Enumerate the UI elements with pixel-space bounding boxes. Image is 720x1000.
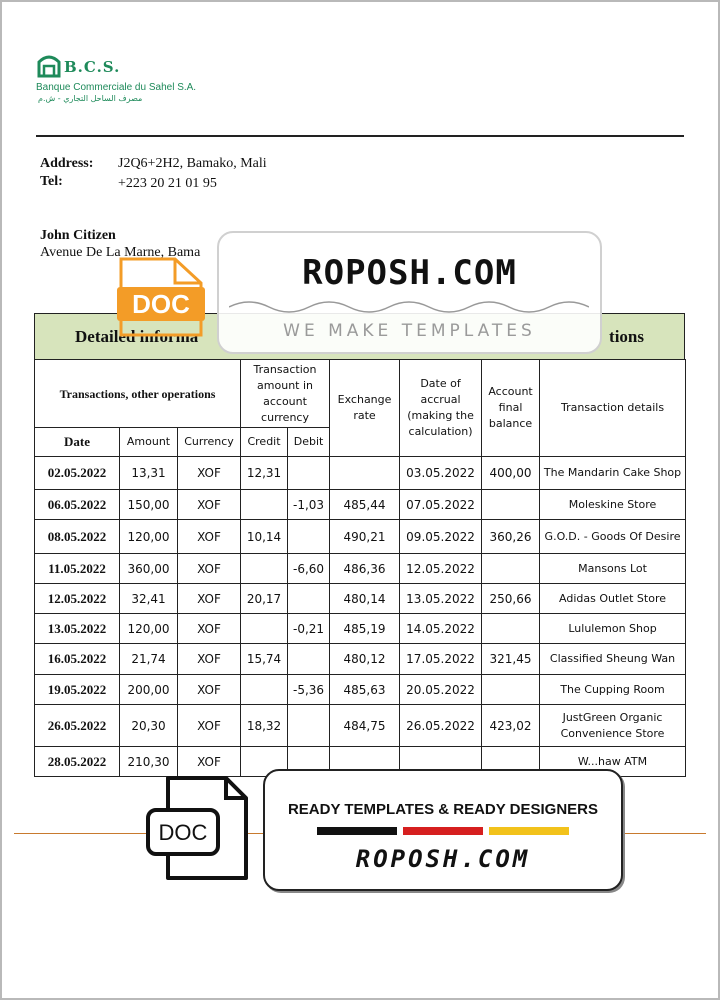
transactions-table [34,359,686,777]
roposh-watermark-top [217,231,602,354]
currency-cell: XOF [178,457,241,490]
section-title-left: Detailed informa [75,327,199,346]
amount-cell: 21,74 [120,644,178,675]
credit-cell: 10,14 [241,520,288,554]
currency-cell: XOF [178,584,241,614]
details-cell: Adidas Outlet Store [540,584,686,614]
currency-cell: XOF [178,675,241,705]
amount-cell: 360,00 [120,554,178,584]
details-header: Transaction details [540,360,686,457]
credit-cell: 18,32 [241,705,288,747]
accrual-date-header: Date of accrual (making the calculation) [400,360,482,457]
tel-label: Tel: [40,174,63,189]
details-cell: W...haw ATM [540,747,686,777]
watermark-tagline: READY TEMPLATES & READY DESIGNERS [287,801,599,818]
exchange-rate-cell: 480,14 [330,584,400,614]
table-row [35,644,686,675]
amount-cell: 13,31 [120,457,178,490]
debit-cell [288,520,330,554]
exchange-rate-cell: 490,21 [330,520,400,554]
exchange-rate-cell: 485,19 [330,614,400,644]
color-bar-yellow [489,827,569,835]
date-cell: 19.05.2022 [35,675,120,705]
doc-icon-label: DOC [132,289,190,319]
tel-value: +223 20 21 01 95 [118,176,217,191]
date-cell: 26.05.2022 [35,705,120,747]
amount-cell: 120,00 [120,614,178,644]
debit-cell [288,644,330,675]
debit-cell: -0,21 [288,614,330,644]
section-title-right: tions [609,327,644,346]
date-cell: 11.05.2022 [35,554,120,584]
table-row [35,490,686,520]
debit-cell [288,584,330,614]
balance-cell: 400,00 [482,457,540,490]
amount-cell: 32,41 [120,584,178,614]
details-cell: Mansons Lot [540,554,686,584]
table-row [35,457,686,490]
balance-cell: 250,66 [482,584,540,614]
date-cell: 02.05.2022 [35,457,120,490]
currency-column-header: Currency [178,428,241,457]
currency-cell: XOF [178,614,241,644]
balance-cell [482,490,540,520]
currency-cell: XOF [178,554,241,584]
date-cell: 08.05.2022 [35,520,120,554]
details-cell: Classified Sheung Wan [540,644,686,675]
bank-name-arabic: مصرف الساحل التجاري - ش.م [38,94,143,103]
credit-cell [241,614,288,644]
table-row [35,520,686,554]
credit-cell [241,490,288,520]
date-cell: 16.05.2022 [35,644,120,675]
debit-column-header: Debit [288,428,330,457]
date-cell: 06.05.2022 [35,490,120,520]
amount-cell: 150,00 [120,490,178,520]
doc-file-icon-outline [146,774,250,882]
exchange-rate-cell: 486,36 [330,554,400,584]
credit-column-header: Credit [241,428,288,457]
balance-cell: 423,02 [482,705,540,747]
exchange-rate-cell: 485,44 [330,490,400,520]
doc-icon-label-outline: DOC [158,820,208,845]
accrual-date-cell: 20.05.2022 [400,675,482,705]
credit-cell [241,675,288,705]
debit-cell [288,457,330,490]
table-row [35,705,686,747]
roposh-watermark-bottom [263,769,623,891]
exchange-rate-header: Exchange rate [330,360,400,457]
bank-emblem-icon [36,52,62,80]
accrual-date-cell: 03.05.2022 [400,457,482,490]
exchange-rate-cell: 485,63 [330,675,400,705]
accrual-date-cell: 17.05.2022 [400,644,482,675]
bank-name: Banque Commerciale du Sahel S.A. [36,82,197,93]
accrual-date-cell: 12.05.2022 [400,554,482,584]
table-row [35,614,686,644]
balance-cell [482,554,540,584]
credit-cell: 12,31 [241,457,288,490]
credit-cell: 20,17 [241,584,288,614]
balance-cell: 321,45 [482,644,540,675]
currency-cell: XOF [178,705,241,747]
table-row [35,554,686,584]
table-row [35,675,686,705]
amount-cell: 120,00 [120,520,178,554]
debit-cell: -5,36 [288,675,330,705]
amount-header: Transaction amount in account currency [241,360,330,428]
currency-cell: XOF [178,490,241,520]
details-cell: JustGreen Organic Convenience Store [540,705,686,747]
amount-cell: 20,30 [120,705,178,747]
bank-logo-letters: B.C.S. [64,58,121,76]
amount-column-header: Amount [120,428,178,457]
debit-cell: -1,03 [288,490,330,520]
accrual-date-cell: 26.05.2022 [400,705,482,747]
watermark-title: ROPOSH.COM [302,253,517,293]
date-cell: 12.05.2022 [35,584,120,614]
group-header: Transactions, other operations [35,360,241,428]
debit-cell [288,705,330,747]
address-label: Address: [40,156,94,171]
currency-cell: XOF [178,747,241,777]
customer-name: John Citizen [40,228,116,243]
details-cell: Lululemon Shop [540,614,686,644]
details-cell: The Mandarin Cake Shop [540,457,686,490]
details-cell: G.O.D. - Goods Of Desire [540,520,686,554]
watermark-subtitle: WE MAKE TEMPLATES [283,321,536,341]
amount-cell: 200,00 [120,675,178,705]
address-value: J2Q6+2H2, Bamako, Mali [118,156,267,171]
debit-cell: -6,60 [288,554,330,584]
color-bars [317,827,569,835]
accrual-date-cell: 13.05.2022 [400,584,482,614]
details-cell: Moleskine Store [540,490,686,520]
credit-cell: 15,74 [241,644,288,675]
date-column-header: Date [35,428,120,457]
wave-divider-icon [229,295,589,315]
date-cell: 28.05.2022 [35,747,120,777]
table-row [35,584,686,614]
customer-street: Avenue De La Marne, Bama [40,245,201,260]
accrual-date-cell: 14.05.2022 [400,614,482,644]
date-cell: 13.05.2022 [35,614,120,644]
balance-cell [482,675,540,705]
final-balance-header: Account final balance [482,360,540,457]
accrual-date-cell: 07.05.2022 [400,490,482,520]
details-cell: The Cupping Room [540,675,686,705]
amount-cell: 210,30 [120,747,178,777]
color-bar-red [403,827,483,835]
watermark-name: ROPOSH.COM [355,845,531,873]
balance-cell [482,614,540,644]
exchange-rate-cell: 480,12 [330,644,400,675]
balance-cell: 360,26 [482,520,540,554]
doc-file-icon [117,257,205,337]
exchange-rate-cell [330,457,400,490]
credit-cell [241,554,288,584]
currency-cell: XOF [178,520,241,554]
color-bar-black [317,827,397,835]
currency-cell: XOF [178,644,241,675]
accrual-date-cell: 09.05.2022 [400,520,482,554]
bank-logo [36,50,216,103]
exchange-rate-cell: 484,75 [330,705,400,747]
header-divider [36,135,684,137]
